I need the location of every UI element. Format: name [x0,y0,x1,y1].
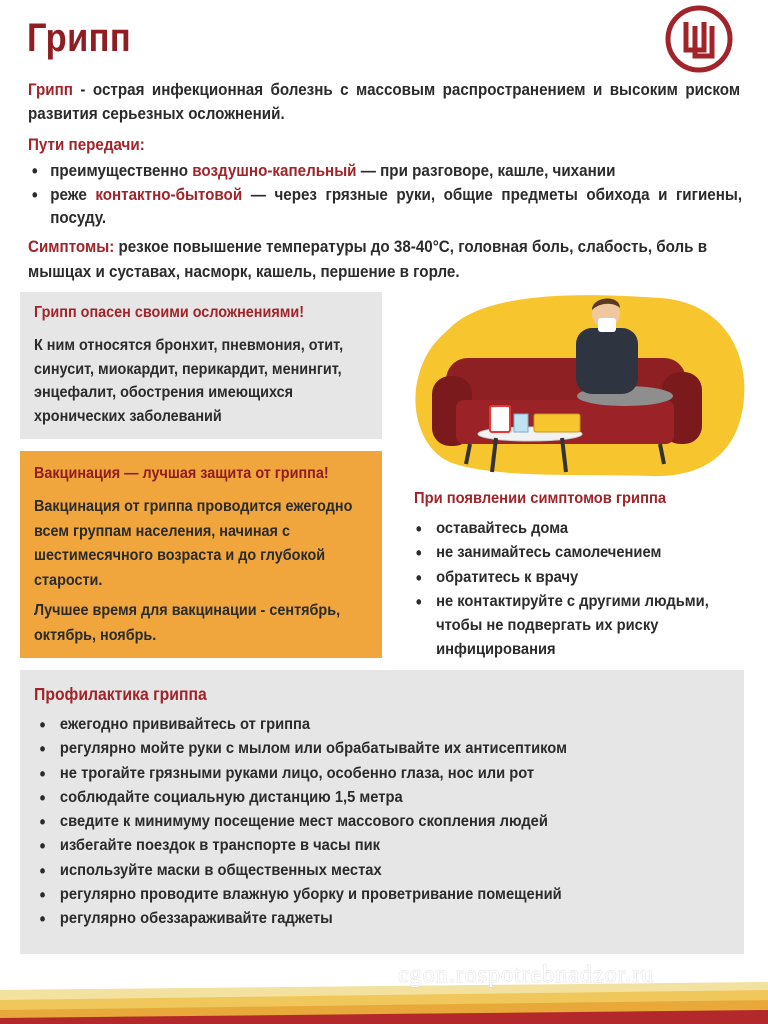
item-highlight: контактно-бытовой [95,185,243,204]
prevention-box [20,670,744,954]
list-item: • регулярно мойте руки с мылом или обрабатывайте их антисептиком [36,737,735,761]
item-text: — при разговоре, кашле, чихании [356,162,616,180]
list-item: • избегайте поездок в транспорте в часы пик [36,834,735,858]
prevention-heading: Профилактика гриппа [34,684,207,704]
vaccination-text: Вакцинация от гриппа проводится ежегодно всем группам населения, начиная с шестимесячного возраста и до глубокой старости. [34,498,353,589]
sick-person-on-sofa-illustration [410,288,750,484]
symptoms-label: Симптомы: [28,238,115,256]
rospotrebnadzor-logo-icon [664,4,734,74]
vaccination-box [20,451,382,658]
tissue [598,318,616,332]
on-symptoms-heading: При появлении симптомов гриппа [414,490,667,507]
prevention-list [36,713,735,932]
page-title: Грипп [27,16,132,60]
person-torso [576,328,638,394]
complications-box [20,292,382,439]
complications-heading: Грипп опасен своими осложнениями! [34,304,305,321]
list-item: • обратитесь к врачу [414,566,745,590]
item-text: реже [50,185,96,204]
glass [514,414,528,432]
on-symptoms-list [414,517,745,663]
intro-text: - острая инфекционная болезнь с массовым распространением и высоким риском развития серьезных осложнений. [28,81,741,123]
vaccination-best-time: Лучшее время для вакцинации - сентябрь, октябрь, ноябрь. [34,602,341,644]
vaccination-heading: Вакцинация — лучшая защита от гриппа! [34,465,329,482]
complications-text: К ним относятся бронхит, пневмония, отит, синусит, миокардит, перикардит, менингит, энцефалит, обострения имеющихся хронических заболеваний [34,337,344,425]
medicine-box [490,406,510,432]
list-item: • ежегодно прививайтесь от гриппа [36,713,735,737]
item-text: преимущественно [50,162,193,180]
list-item: • регулярно проводите влажную уборку и проветривание помещений [36,883,735,907]
transmission-list [30,160,742,231]
list-item: • оставайтесь дома [414,517,745,541]
tissue-box [534,414,580,432]
item-text: — через грязные руки, общие предметы обихода и гигиены, посуду. [50,185,743,227]
symptoms-text: резкое повышение температуры до 38-40°С, головная боль, слабость, боль в мышцах и суставах, насморк, кашель, першение в горле. [28,238,708,281]
list-item: • не трогайте грязными руками лицо, особенно глаза, нос или рот [36,762,735,786]
transmission-label: Пути передачи: [28,136,145,154]
list-item: • сведите к минимуму посещение мест массового скопления людей [36,810,735,834]
list-item: • соблюдайте социальную дистанцию 1,5 метра [36,786,735,810]
symptoms-paragraph [28,235,740,285]
intro-paragraph [28,78,740,126]
list-item: • используйте маски в общественных местах [36,859,735,883]
website-watermark: cgon.rospotrebnadzor.ru [398,962,655,988]
list-item: • не занимайтесь самолечением [414,541,745,565]
list-item [30,184,742,231]
intro-term: Грипп [28,81,73,99]
list-item [30,160,742,184]
list-item: • не контактируйте с другими людьми, чтобы не подвергать их риску инфицирования [414,590,745,663]
item-highlight: воздушно-капельный [192,162,357,180]
list-item: • регулярно обеззараживайте гаджеты [36,907,735,931]
